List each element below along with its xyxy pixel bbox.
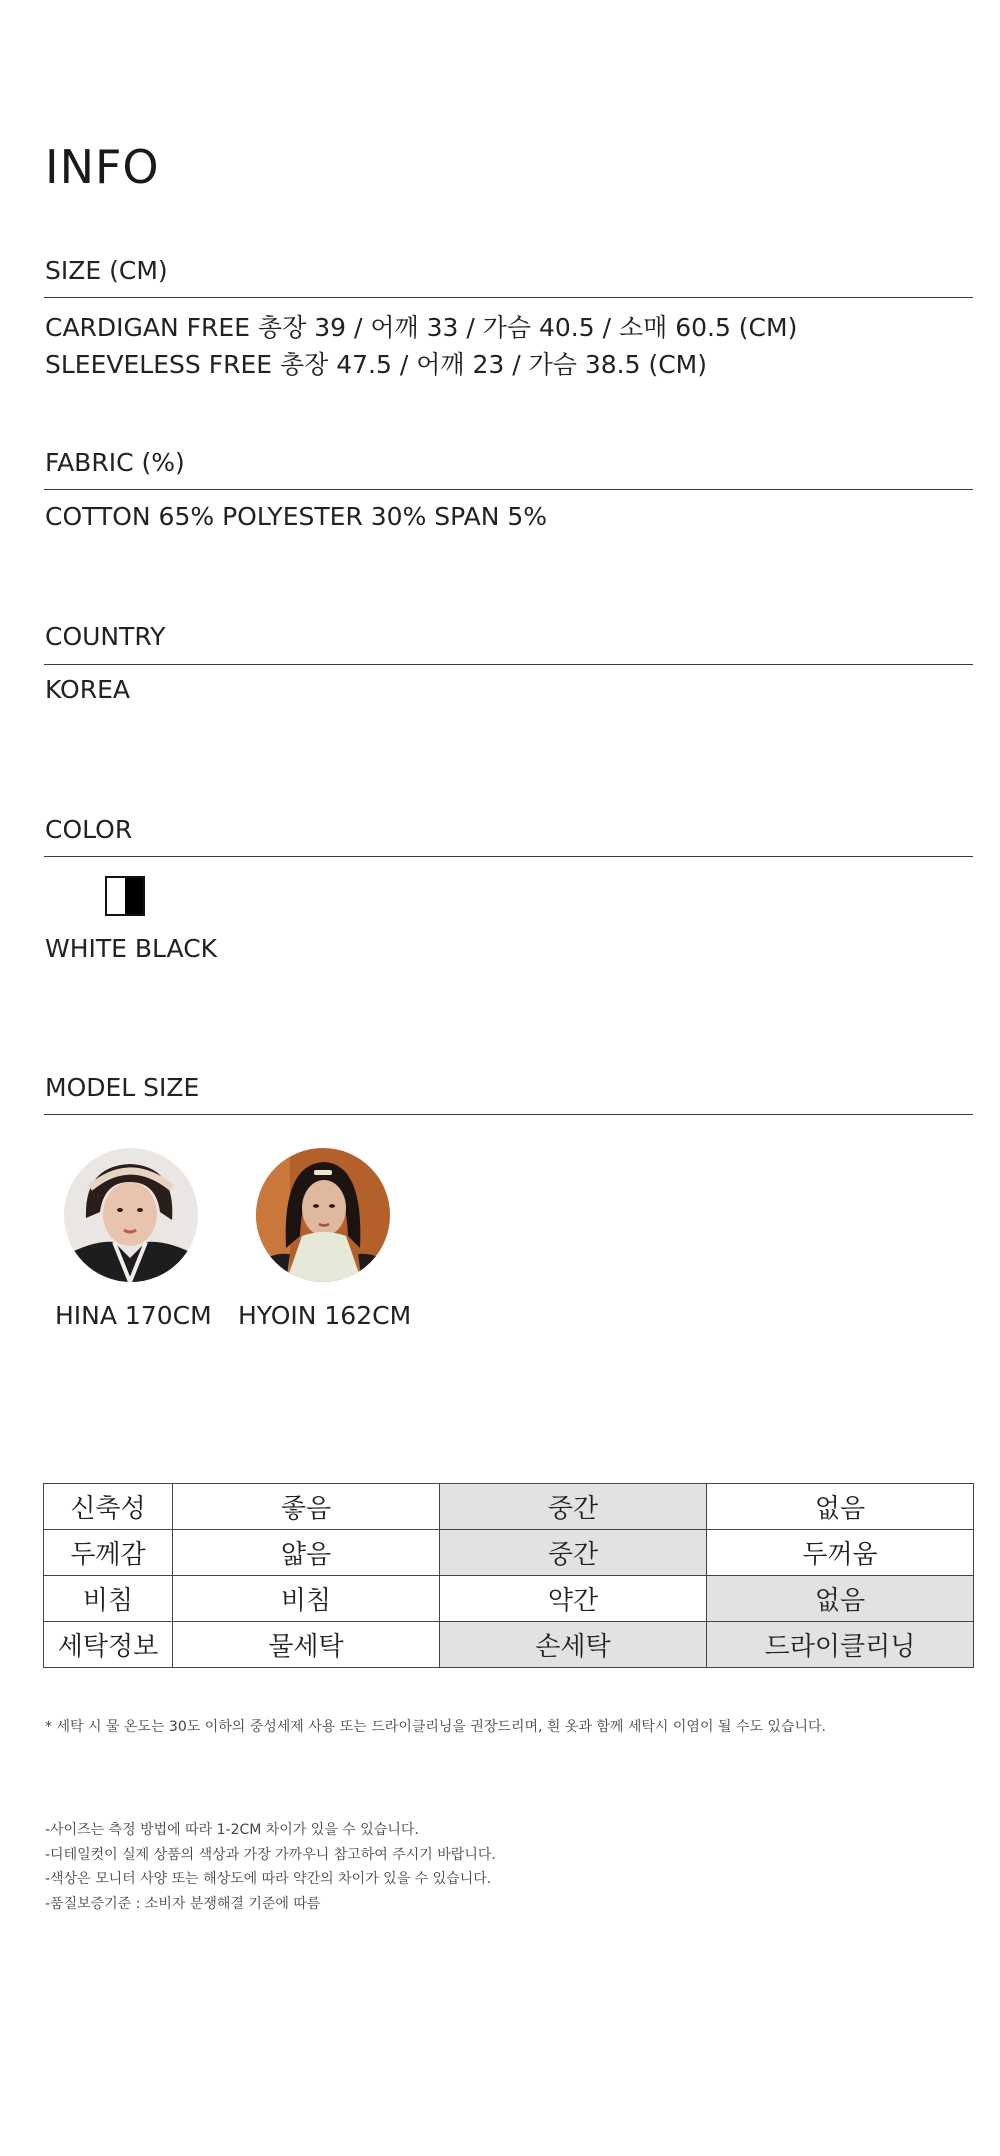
spec-label: 신축성 bbox=[44, 1484, 173, 1530]
model-photo-hina bbox=[64, 1148, 198, 1282]
size-heading: SIZE (CM) bbox=[45, 256, 168, 285]
spec-option: 약간 bbox=[440, 1576, 707, 1622]
size-divider bbox=[44, 297, 973, 298]
spec-label: 세탁정보 bbox=[44, 1622, 173, 1668]
country-divider bbox=[44, 664, 973, 665]
note-item-detail: -디테일컷이 실제 상품의 색상과 가장 가까우니 참고하여 주시기 바랍니다. bbox=[45, 1846, 496, 1863]
spec-option: 비침 bbox=[173, 1576, 440, 1622]
size-line-sleeveless: SLEEVELESS FREE 총장 47.5 / 어깨 23 / 가슴 38.5 (CM) bbox=[45, 350, 707, 379]
model-name-hina: HINA 170CM bbox=[55, 1301, 212, 1330]
model-avatar-hyoin bbox=[256, 1148, 390, 1282]
spec-label: 두께감 bbox=[44, 1530, 173, 1576]
spec-option: 두꺼움 bbox=[707, 1530, 974, 1576]
color-swatch-black bbox=[125, 878, 143, 914]
spec-option-selected: 손세탁 bbox=[440, 1622, 707, 1668]
wash-note: * 세탁 시 물 온도는 30도 이하의 중성세제 사용 또는 드라이클리닝을 권장드리며, 흰 옷과 함께 세탁시 이염이 될 수도 있습니다. bbox=[45, 1719, 826, 1735]
spec-option: 없음 bbox=[707, 1484, 974, 1530]
color-label: WHITE BLACK bbox=[45, 934, 218, 963]
color-heading: COLOR bbox=[45, 815, 133, 844]
spec-option: 좋음 bbox=[173, 1484, 440, 1530]
spec-option-selected: 드라이클리닝 bbox=[707, 1622, 974, 1668]
country-heading: COUNTRY bbox=[45, 622, 166, 651]
spec-row-thickness bbox=[44, 1530, 974, 1576]
size-line-cardigan: CARDIGAN FREE 총장 39 / 어깨 33 / 가슴 40.5 / 소매 60.5 (CM) bbox=[45, 313, 798, 342]
model-heading: MODEL SIZE bbox=[45, 1073, 200, 1102]
model-divider bbox=[44, 1114, 973, 1115]
note-item-size: -사이즈는 측정 방법에 따라 1-2CM 차이가 있을 수 있습니다. bbox=[45, 1822, 419, 1838]
color-swatch bbox=[105, 876, 145, 916]
spec-row-washing bbox=[44, 1622, 974, 1668]
model-photo-hyoin bbox=[256, 1148, 390, 1282]
country-text: KOREA bbox=[45, 675, 130, 704]
spec-option-selected: 없음 bbox=[707, 1576, 974, 1622]
fabric-divider bbox=[44, 489, 973, 490]
fabric-heading: FABRIC (%) bbox=[45, 448, 185, 477]
spec-option-selected: 중간 bbox=[440, 1484, 707, 1530]
spec-option-selected: 중간 bbox=[440, 1530, 707, 1576]
spec-row-stretch bbox=[44, 1484, 974, 1530]
model-avatar-hina bbox=[64, 1148, 198, 1282]
page-title: INFO bbox=[45, 140, 160, 194]
spec-option: 물세탁 bbox=[173, 1622, 440, 1668]
notes-list bbox=[45, 1818, 496, 1916]
spec-table bbox=[43, 1483, 974, 1668]
note-item-quality: -품질보증기준 : 소비자 분쟁해결 기준에 따름 bbox=[45, 1895, 321, 1912]
spec-option: 얇음 bbox=[173, 1530, 440, 1576]
spec-row-sheerness bbox=[44, 1576, 974, 1622]
spec-label: 비침 bbox=[44, 1576, 173, 1622]
color-swatch-white bbox=[107, 878, 125, 914]
model-name-hyoin: HYOIN 162CM bbox=[238, 1301, 412, 1330]
fabric-text: COTTON 65% POLYESTER 30% SPAN 5% bbox=[45, 502, 548, 531]
color-divider bbox=[44, 856, 973, 857]
note-item-color: -색상은 모니터 사양 또는 해상도에 따라 약간의 차이가 있을 수 있습니다. bbox=[45, 1871, 492, 1887]
